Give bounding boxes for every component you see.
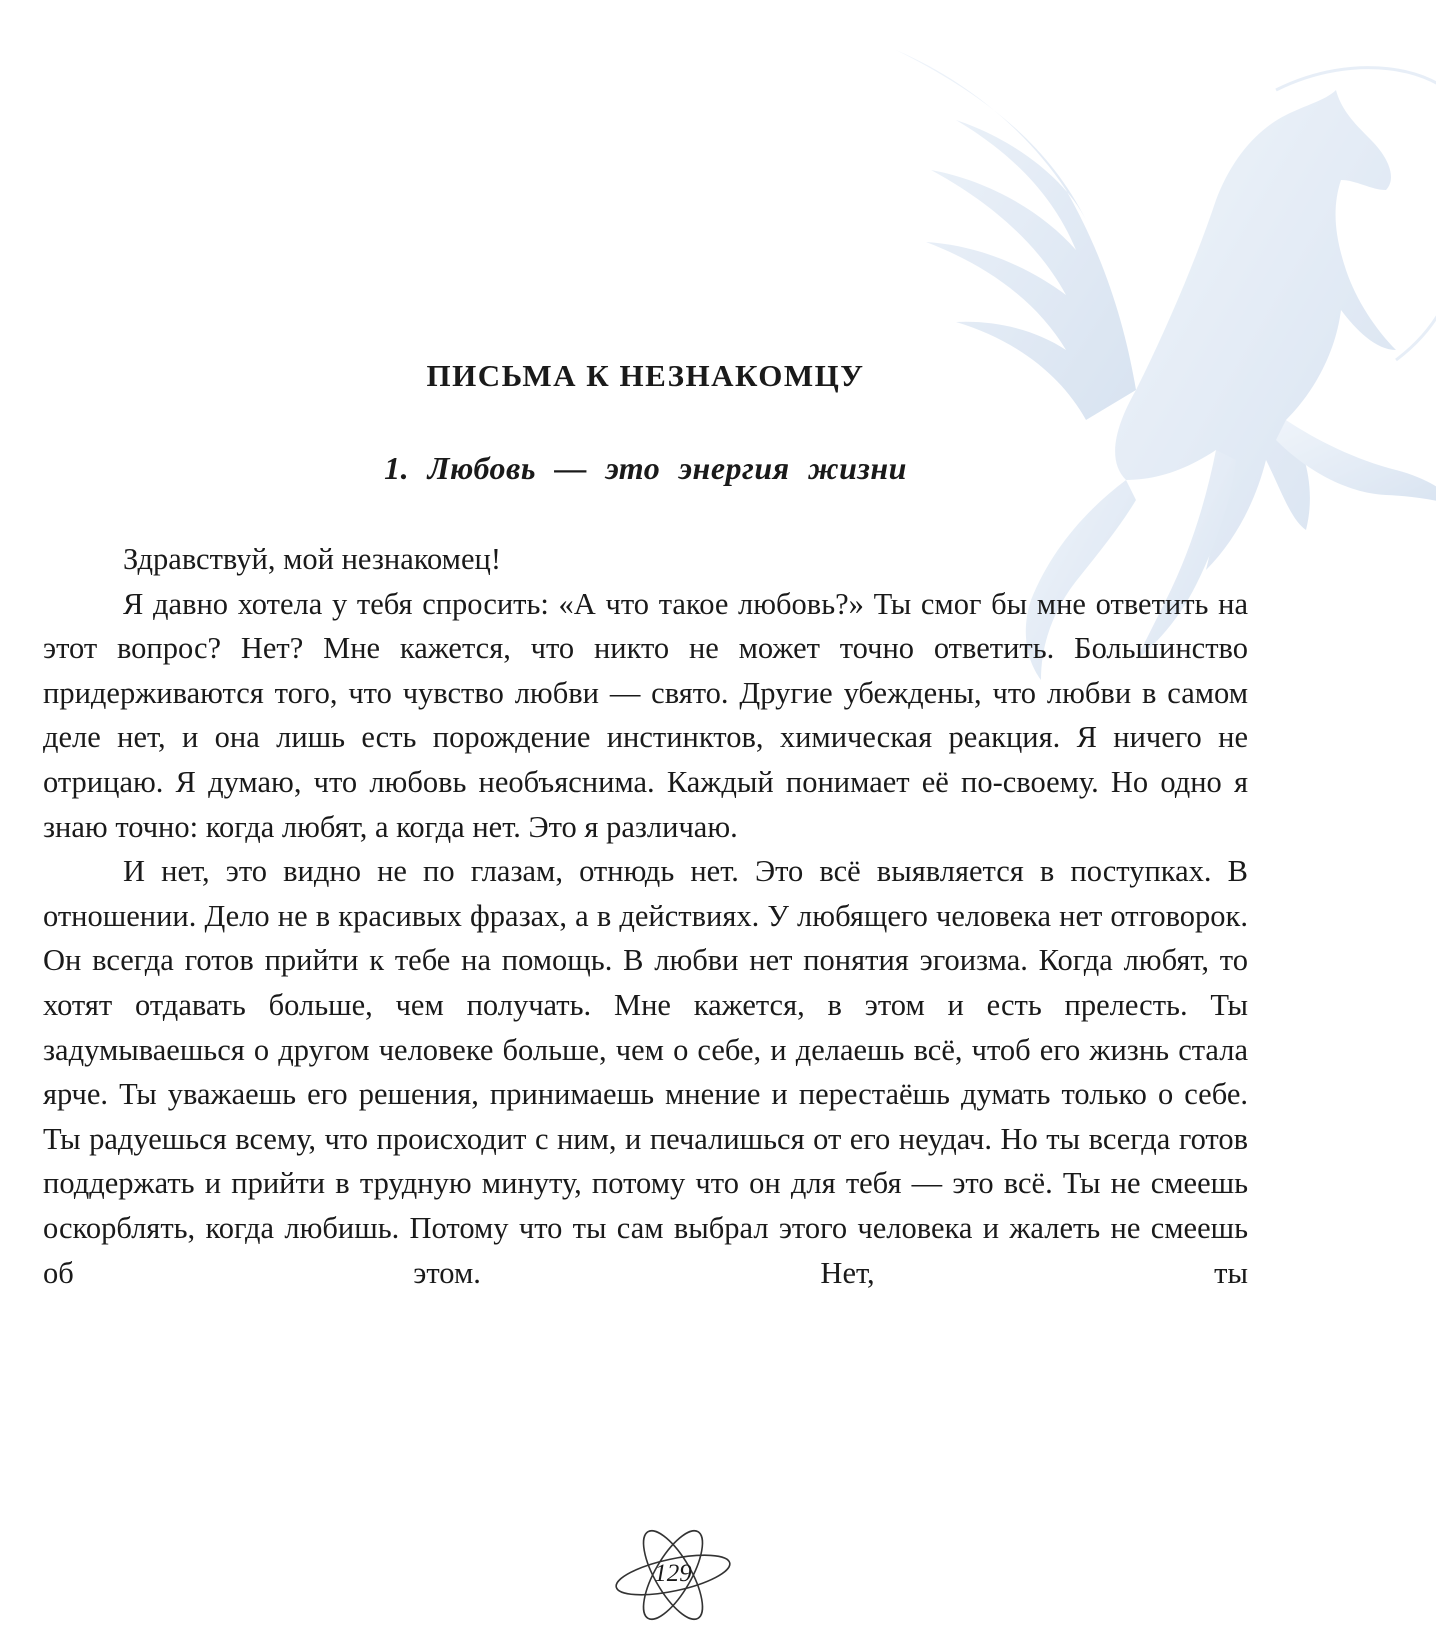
paragraph: Я давно хотела у тебя спросить: «А что такое любовь?» Ты смог бы мне ответить на этот вопрос? Нет? Мне кажется, что никто не может точно ответить. Большинство придерживаются того, что чувство любви — свято. Другие убеждены, что любви в самом деле нет, и она лишь есть порождение инстинктов, химическая реакция. Я ничего не отрицаю. Я думаю, что любовь необъяснима. Каждый понимает её по-своему. Но одно я знаю точно: когда любят, а когда нет. Это я различаю. bbox=[43, 586, 1248, 844]
chapter-title: ПИСЬМА К НЕЗНАКОМЦУ bbox=[426, 358, 865, 393]
page-number: 129 bbox=[654, 1560, 692, 1587]
body-text bbox=[43, 537, 1248, 1295]
section-title: 1. Любовь — это энергия жизни bbox=[384, 450, 907, 486]
paragraph-greeting: Здравствуй, мой незнакомец! bbox=[123, 542, 501, 576]
paragraph: И нет, это видно не по глазам, отнюдь нет. Это всё выявляется в поступках. В отношении. Дело не в красивых фразах, а в действиях. У любящего человека нет отговорок. Он всегда готов прийти к тебе на помощь. В любви нет понятия эгоизма. Когда любят, то хотят отдавать больше, чем получать. Мне кажется, в этом и есть прелесть. Ты задумываешься о другом человеке больше, чем о себе, и делаешь всё, чтоб его жизнь стала ярче. Ты уважаешь его решения, принимаешь мнение и перестаёшь думать только о себе. Ты радуешься всему, что происходит с ним, и печалишься от его неудач. Но ты всегда готов поддержать и прийти в трудную минуту, потому что он для тебя — это всё. Ты не смеешь оскорблять, когда любишь. Потому что ты сам выбрал этого человека и жалеть не смеешь об этом. Нет, ты bbox=[43, 854, 1248, 1290]
page-footer bbox=[608, 1520, 738, 1640]
